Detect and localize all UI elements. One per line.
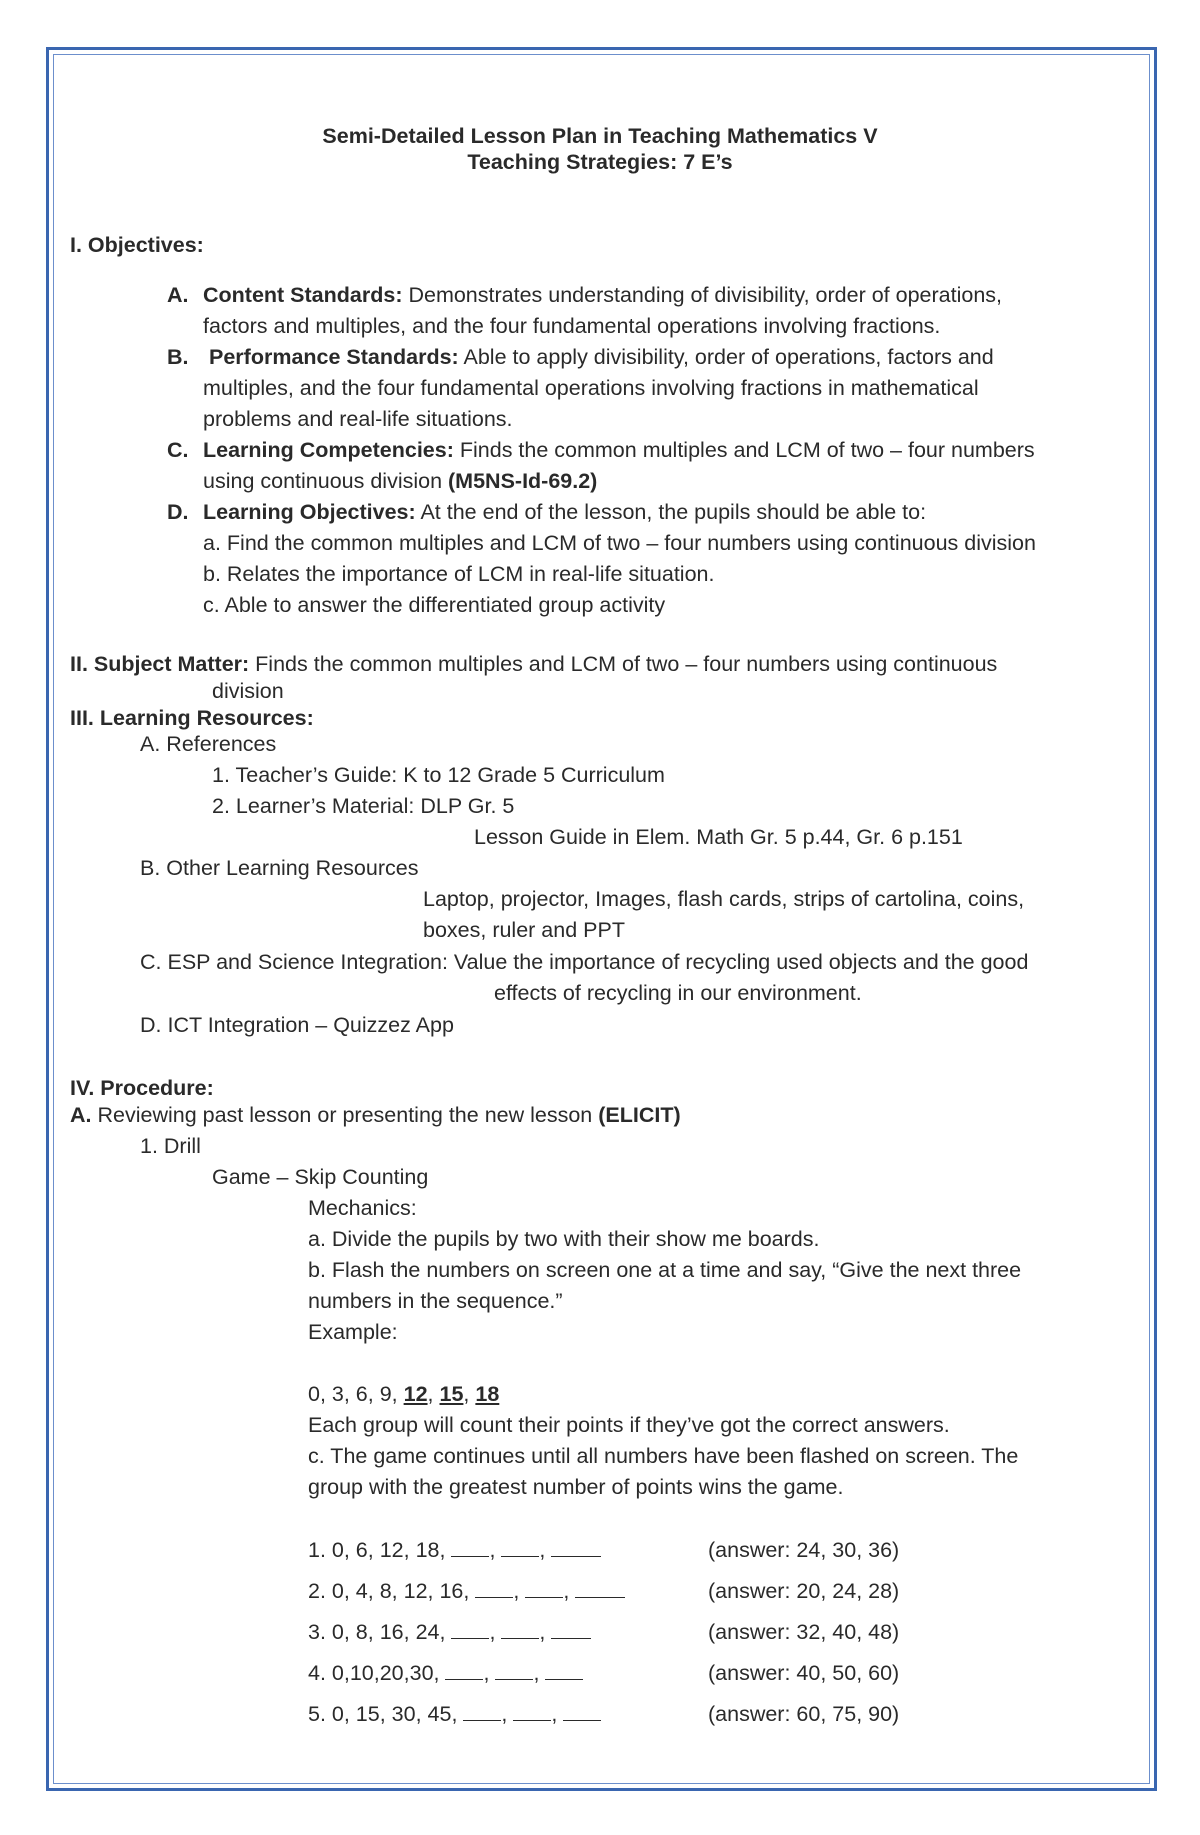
drill-label: 1. Drill [140, 1134, 201, 1158]
answer-blank [563, 1702, 601, 1721]
objective-c-letter: C. [167, 438, 189, 462]
content-standards-label: Content Standards: [203, 283, 403, 307]
answer-blank [445, 1661, 483, 1680]
answer-blank [525, 1579, 563, 1598]
ict-integration: D. ICT Integration – Quizzez App [140, 1013, 454, 1037]
reference-item: 1. Teacher’s Guide: K to 12 Grade 5 Curriculum [212, 763, 665, 787]
separator: , [539, 1538, 546, 1562]
exercise-sequence: 1. 0, 6, 12, 18, [308, 1538, 452, 1562]
answer-blank [501, 1538, 539, 1557]
procedure-heading: IV. Procedure: [70, 1076, 214, 1100]
exercise-question [308, 1538, 601, 1562]
exercise-answer: (answer: 40, 50, 60) [708, 1661, 900, 1685]
content-standards-text: Demonstrates understanding of divisibility, order of operations, [402, 283, 1003, 307]
exercise-sequence: 5. 0, 15, 30, 45, [308, 1702, 464, 1726]
exercise-question [308, 1661, 583, 1685]
objective-a-line1 [203, 283, 1002, 307]
answer-blank [551, 1538, 601, 1557]
learning-objective-item: b. Relates the importance of LCM in real-life situation. [203, 562, 715, 586]
count-note: Each group will count their points if they’ve got the correct answers. [308, 1413, 950, 1437]
exercise-sequence: 3. 0, 8, 16, 24, [308, 1620, 452, 1644]
objective-b-line2: multiples, and the four fundamental operations involving fractions in mathematical [203, 376, 979, 400]
subject-matter-line1 [70, 652, 997, 676]
separator: , [563, 1579, 570, 1603]
mechanics-c-line1: c. The game continues until all numbers have been flashed on screen. The [308, 1444, 1019, 1468]
learning-competencies-text: Finds the common multiples and LCM of two – four numbers [453, 438, 1035, 462]
answer-blank [475, 1579, 513, 1598]
exercise-answer: (answer: 20, 24, 28) [708, 1579, 900, 1603]
separator: , [551, 1702, 558, 1726]
separator: , [483, 1661, 490, 1685]
subject-matter-text: Finds the common multiples and LCM of two – four numbers using continuous [249, 652, 998, 676]
objective-b-line3: problems and real-life situations. [203, 407, 513, 431]
separator: , [513, 1579, 520, 1603]
learning-objective-item: c. Able to answer the differentiated group activity [203, 593, 666, 617]
other-resources-line1: Laptop, projector, Images, flash cards, strips of cartolina, coins, [423, 887, 1025, 911]
answer-blank [451, 1538, 489, 1557]
answer-blank [545, 1661, 583, 1680]
objective-a-letter: A. [167, 283, 189, 307]
subject-matter-line2: division [212, 679, 284, 703]
exercise-question [308, 1579, 625, 1603]
objective-b-letter: B. [167, 345, 189, 369]
elicit-tag: (ELICIT) [598, 1103, 681, 1127]
objective-c-line1 [203, 438, 1035, 462]
esp-integration-line2: effects of recycling in our environment. [494, 981, 862, 1005]
subject-matter-heading: II. Subject Matter: [70, 652, 250, 676]
competency-code: (M5NS-Id-69.2) [448, 469, 598, 493]
other-resources-line2: boxes, ruler and PPT [423, 918, 625, 942]
document-subtitle: Teaching Strategies: 7 E’s [467, 150, 733, 174]
exercise-answer: (answer: 32, 40, 48) [708, 1620, 900, 1644]
separator: , [427, 1382, 440, 1406]
esp-integration-line1: C. ESP and Science Integration: Value the importance of recycling used objects and the good [140, 950, 1029, 974]
separator: , [489, 1620, 496, 1644]
reference-item: 2. Learner’s Material: DLP Gr. 5 [212, 794, 515, 818]
exercise-question [308, 1620, 591, 1644]
exercise-sequence: 4. 0,10,20,30, [308, 1661, 446, 1685]
performance-standards-label: Performance Standards: [209, 345, 459, 369]
references-label: A. References [140, 732, 277, 756]
answer-blank [501, 1620, 539, 1639]
exercise-sequence: 2. 0, 4, 8, 12, 16, [308, 1579, 476, 1603]
learning-objective-item: a. Find the common multiples and LCM of two – four numbers using continuous division [203, 531, 1036, 555]
example-answer: 12 [403, 1382, 428, 1406]
learning-competencies-text2: using continuous division [203, 469, 449, 493]
answer-blank [451, 1620, 489, 1639]
game-title: Game – Skip Counting [212, 1165, 429, 1189]
answer-blank [463, 1702, 501, 1721]
example-sequence-given: 0, 3, 6, 9, [308, 1382, 404, 1406]
separator: , [533, 1661, 540, 1685]
learning-objectives-text: At the end of the lesson, the pupils should be able to: [415, 500, 927, 524]
exercise-answer: (answer: 24, 30, 36) [708, 1538, 900, 1562]
separator: , [501, 1702, 508, 1726]
answer-blank [495, 1661, 533, 1680]
mechanics-b-line2: numbers in the sequence.” [308, 1289, 563, 1313]
document-title: Semi-Detailed Lesson Plan in Teaching Mathematics V [322, 124, 878, 148]
mechanics-b-line1: b. Flash the numbers on screen one at a time and say, “Give the next three [308, 1258, 1022, 1282]
procedure-a-line [70, 1103, 681, 1127]
example-answer: 18 [475, 1382, 500, 1406]
objective-b-line1 [209, 345, 994, 369]
procedure-a-text: Reviewing past lesson or presenting the new lesson [91, 1103, 599, 1127]
objective-d-line1 [203, 500, 926, 524]
answer-blank [575, 1579, 625, 1598]
performance-standards-text: Able to apply divisibility, order of operations, factors and [458, 345, 994, 369]
procedure-a-letter: A. [70, 1103, 92, 1127]
exercise-answer: (answer: 60, 75, 90) [708, 1702, 900, 1726]
answer-blank [551, 1620, 591, 1639]
mechanics-c-line2: group with the greatest number of points wins the game. [308, 1475, 844, 1499]
answer-blank [513, 1702, 551, 1721]
learning-competencies-label: Learning Competencies: [203, 438, 454, 462]
separator: , [463, 1382, 476, 1406]
reference-item: Lesson Guide in Elem. Math Gr. 5 p.44, Gr. 6 p.151 [474, 825, 963, 849]
separator: , [489, 1538, 496, 1562]
exercise-question [308, 1702, 601, 1726]
mechanics-a: a. Divide the pupils by two with their show me boards. [308, 1227, 820, 1251]
learning-objectives-label: Learning Objectives: [203, 500, 416, 524]
objectives-heading: I. Objectives: [70, 233, 204, 257]
example-sequence [308, 1382, 499, 1406]
resources-heading: III. Learning Resources: [70, 706, 314, 730]
objective-a-line2: factors and multiples, and the four fundamental operations involving fractions. [203, 314, 941, 338]
mechanics-label: Mechanics: [308, 1196, 417, 1220]
objective-c-line2 [203, 469, 597, 493]
objective-d-letter: D. [167, 500, 189, 524]
other-resources-label: B. Other Learning Resources [140, 856, 419, 880]
separator: , [539, 1620, 546, 1644]
example-answer: 15 [439, 1382, 464, 1406]
example-label: Example: [308, 1320, 398, 1344]
